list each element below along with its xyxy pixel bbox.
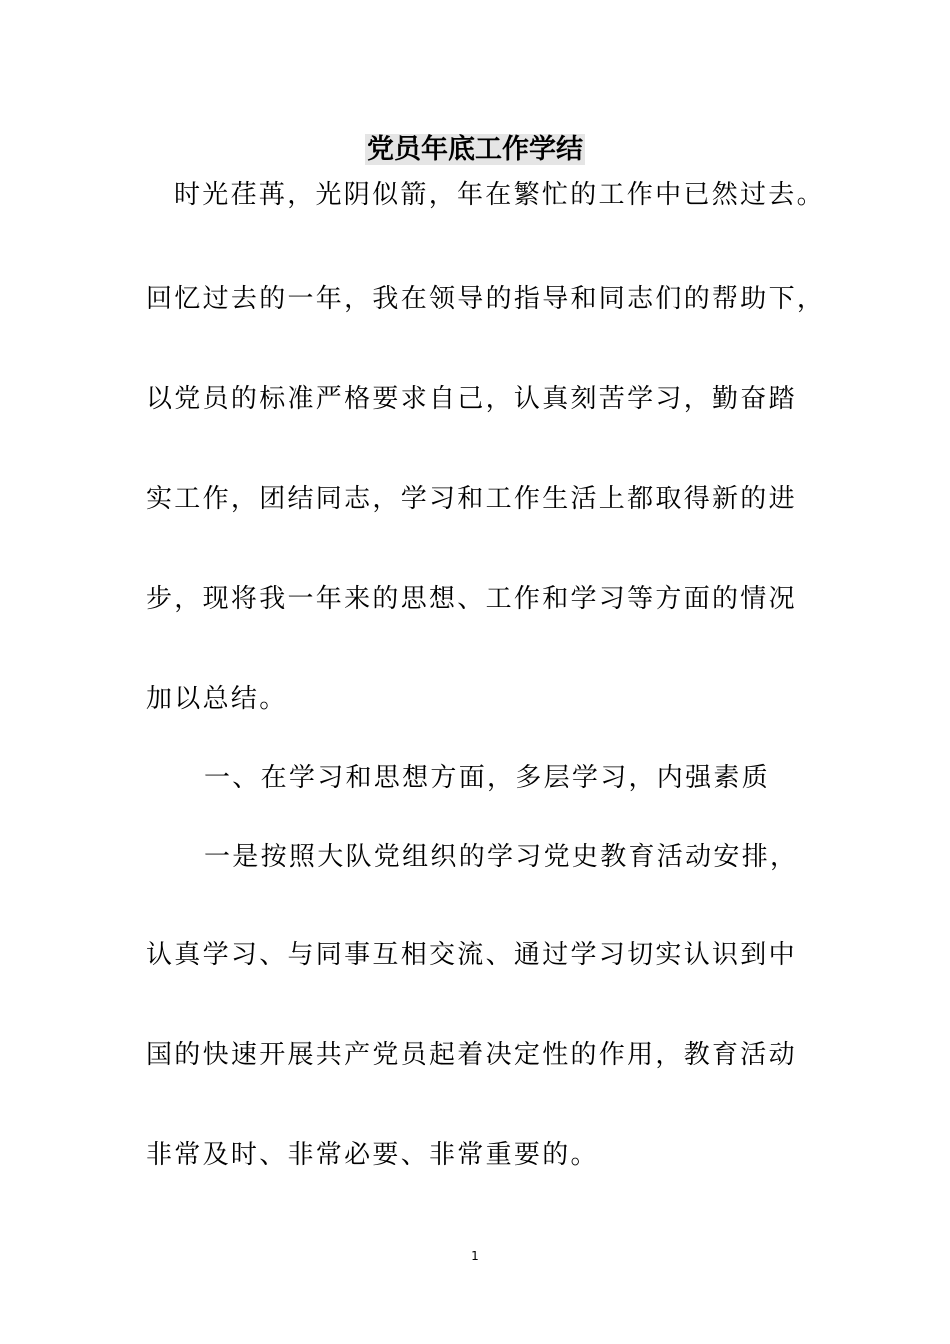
paragraph-line-6: 加以总结。 bbox=[146, 684, 288, 714]
page-number: 1 bbox=[471, 1249, 479, 1263]
paragraph-line-1: 时光荏苒，光阴似箭，年在繁忙的工作中已然过去。 bbox=[174, 180, 825, 210]
paragraph-line-5: 步，现将我一年来的思想、工作和学习等方面的情况 bbox=[146, 584, 797, 614]
section-heading-1: 一、在学习和思想方面，多层学习，内强素质 bbox=[204, 763, 771, 793]
paragraph-line-8: 认真学习、与同事互相交流、通过学习切实认识到中 bbox=[146, 940, 797, 970]
paragraph-line-9: 国的快速开展共产党员起着决定性的作用，教育活动 bbox=[146, 1040, 797, 1070]
paragraph-line-2: 回忆过去的一年，我在领导的指导和同志们的帮助下， bbox=[146, 284, 826, 314]
paragraph-line-7: 一是按照大队党组织的学习党史教育活动安排， bbox=[204, 842, 799, 872]
paragraph-line-3: 以党员的标准严格要求自己，认真刻苦学习，勤奋踏 bbox=[146, 384, 797, 414]
document-title-text: 党员年底工作学结 bbox=[367, 134, 583, 165]
paragraph-line-4: 实工作，团结同志，学习和工作生活上都取得新的进 bbox=[146, 484, 797, 514]
document-title bbox=[0, 130, 950, 170]
paragraph-line-10: 非常及时、非常必要、非常重要的。 bbox=[146, 1140, 599, 1170]
